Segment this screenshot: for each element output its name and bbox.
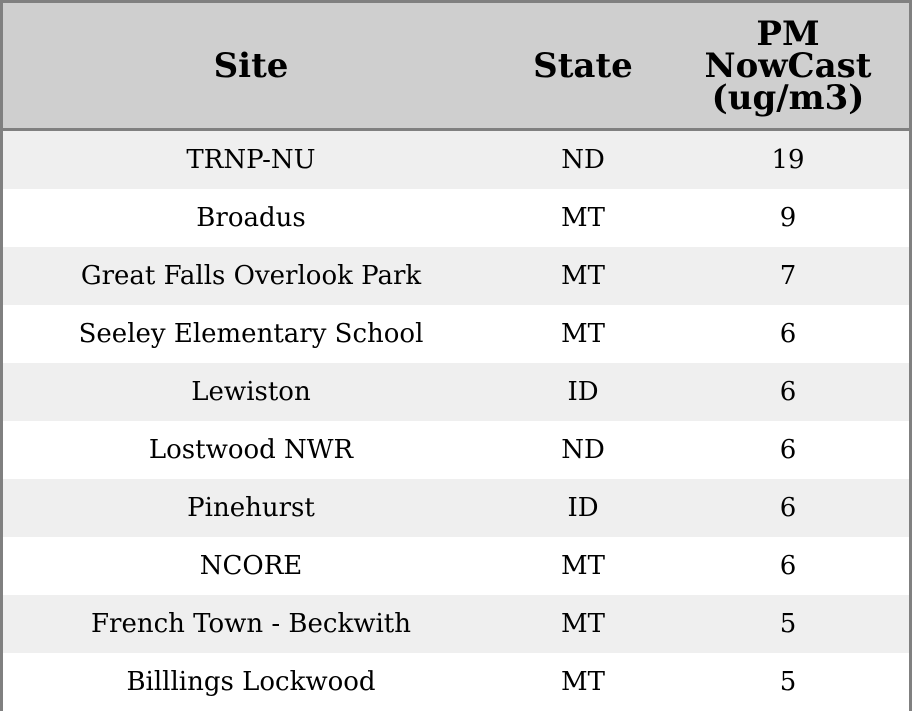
cell-site: Great Falls Overlook Park [3, 247, 499, 305]
cell-state: MT [499, 189, 667, 247]
cell-state: ID [499, 363, 667, 421]
table-header [3, 3, 909, 130]
column-header-pm-nowcast [667, 3, 909, 130]
cell-pm: 5 [667, 595, 909, 653]
table-row [3, 130, 909, 190]
cell-state: MT [499, 653, 667, 711]
cell-pm: 9 [667, 189, 909, 247]
pm-nowcast-table [3, 3, 909, 711]
table-row [3, 479, 909, 537]
cell-site: French Town - Beckwith [3, 595, 499, 653]
table-row [3, 247, 909, 305]
cell-pm: 5 [667, 653, 909, 711]
column-header-pm-line1: PM [756, 13, 820, 54]
cell-site: Broadus [3, 189, 499, 247]
cell-pm: 6 [667, 479, 909, 537]
cell-state: ID [499, 479, 667, 537]
cell-site: Lewiston [3, 363, 499, 421]
cell-state: ND [499, 421, 667, 479]
header-row [3, 3, 909, 130]
table-row [3, 305, 909, 363]
cell-site: TRNP-NU [3, 130, 499, 190]
cell-pm: 6 [667, 305, 909, 363]
cell-state: MT [499, 247, 667, 305]
column-header-pm-line3: (ug/m3) [711, 77, 865, 118]
table-row [3, 189, 909, 247]
column-header-site: Site [3, 3, 499, 130]
table-row [3, 421, 909, 479]
cell-site: Pinehurst [3, 479, 499, 537]
cell-pm: 19 [667, 130, 909, 190]
cell-state: MT [499, 305, 667, 363]
table-row [3, 363, 909, 421]
cell-state: ND [499, 130, 667, 190]
cell-pm: 6 [667, 421, 909, 479]
column-header-state: State [499, 3, 667, 130]
cell-state: MT [499, 595, 667, 653]
column-header-pm-line2: NowCast [704, 45, 872, 86]
table-row [3, 595, 909, 653]
cell-site: Lostwood NWR [3, 421, 499, 479]
cell-pm: 6 [667, 363, 909, 421]
cell-pm: 7 [667, 247, 909, 305]
table-body [3, 130, 909, 711]
cell-state: MT [499, 537, 667, 595]
cell-site: Seeley Elementary School [3, 305, 499, 363]
cell-site: NCORE [3, 537, 499, 595]
cell-pm: 6 [667, 537, 909, 595]
table-row [3, 653, 909, 711]
table-row [3, 537, 909, 595]
cell-site: Billlings Lockwood [3, 653, 499, 711]
